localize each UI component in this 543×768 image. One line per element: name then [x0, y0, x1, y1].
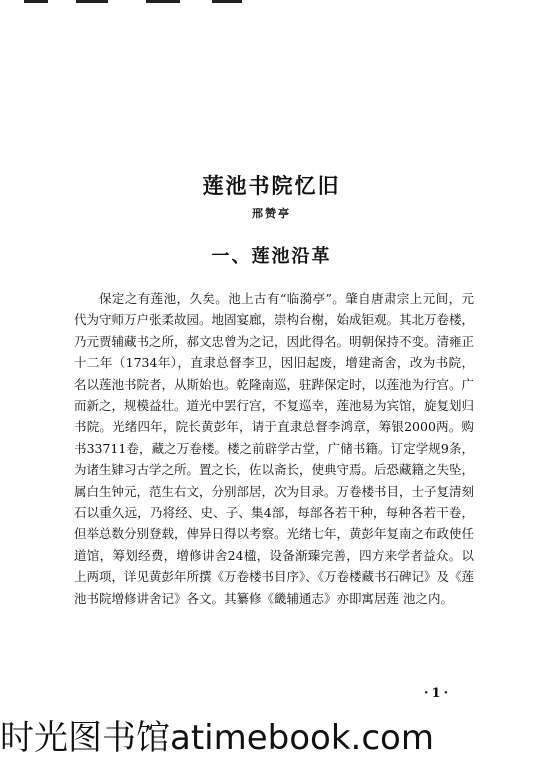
body-paragraph: 保定之有莲池，久矣。池上古有“临漪亭”。肇自唐肃宗上元间，元代为守师万户张柔故园。地固宴廊，崇构台榭，始成钜观。其北万卷楼，乃元贾辅藏书之所，郝文忠曾为之记，因此得名。明朝保持不变。清雍正十二年（1734年），直隶总督李卫，因旧起废，增建斋舍，改为书院，名以莲池书院者，从斯始也。乾隆南巡，驻跸保定时，以莲池为行宫。广而新之，规模益壮。道光中罢行宫，不复巡幸，莲池易为宾馆，旋复划归书院。光绪四年，院长黄彭年，请于直隶总督李鸿章，筹银2000两。购书33711卷，藏之万卷楼。楼之前辟学古堂，广储书籍。订定学规9条，为诸生肄习古学之所。置之长，佐以斋长，使典守焉。后恐藏籍之失坠，属白生钟元，范生右文，分别部居，次为目录。万卷楼书目，士子复清刻石以重久远，乃将经、史、子、集4部，每部各若干种，每种各若干卷，但举总数分别登载，俾异日得以考察。光绪七年，黄彭年复南之布政使任道馆，筹划经费，增修讲舍24楹，设备渐臻完善，四方来学者益众。以上两项，详见黄彭年所撰《万卷楼书目序》、《万卷楼藏书石碑记》及《莲池书院增修讲舍记》各文。其纂修《畿辅通志》亦即寓居莲 池之内。: [74, 291, 475, 606]
watermark-text: 时光图书馆atimebook.com: [0, 718, 434, 758]
scan-top-mark: [76, 0, 108, 3]
scan-top-mark: [146, 0, 180, 3]
page-number: ·1·: [424, 686, 452, 701]
section-heading: 一、莲池沿革: [211, 246, 332, 267]
scan-top-mark: [24, 0, 48, 3]
author-name: 邢赞亭: [252, 207, 291, 220]
scan-top-mark: [212, 0, 242, 3]
page-title: 莲池书院忆旧: [202, 173, 341, 198]
